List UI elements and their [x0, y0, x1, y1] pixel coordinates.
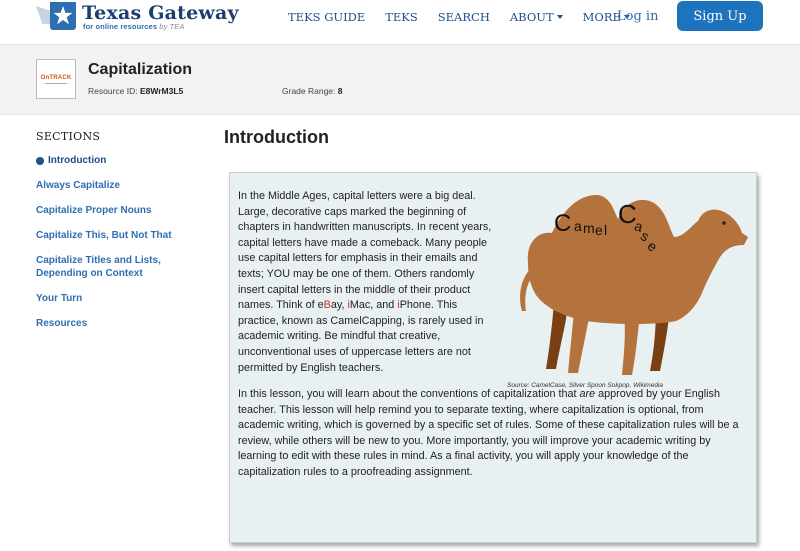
camel-letter: s — [638, 227, 653, 245]
sidebar-item-capitalize-proper-nouns[interactable]: Capitalize Proper Nouns — [36, 205, 152, 216]
camel-letter: a — [574, 218, 582, 234]
chevron-down-icon — [557, 15, 563, 19]
resource-id: Resource ID: E8WrM3L5 — [88, 86, 184, 96]
active-dot-icon — [36, 157, 44, 165]
grade-range: Grade Range: 8 — [282, 86, 343, 96]
sidebar-item-capitalize-this-but-not-that[interactable]: Capitalize This, But Not That — [36, 230, 172, 241]
resource-title: Capitalization — [88, 61, 193, 78]
image-caption: Source: CamelCase, Silver Spoon Sokpop, Wikimedia — [507, 382, 664, 389]
nav-teks-guide[interactable]: TEKS GUIDE — [288, 10, 366, 24]
nav-search[interactable]: SEARCH — [437, 10, 490, 24]
camel-letter: m — [583, 220, 595, 236]
top-navbar — [0, 0, 800, 44]
sidebar-item-your-turn[interactable]: Your Turn — [36, 293, 83, 304]
texas-gateway-logo[interactable] — [36, 0, 239, 34]
camelcase-camel-image — [506, 185, 756, 385]
login-link[interactable]: Log in — [617, 9, 659, 24]
star-icon — [50, 2, 76, 30]
sidebar-item-capitalize-titles-and-lists[interactable]: Capitalize Titles and Lists, Depending on Context — [36, 255, 161, 279]
nav-about[interactable]: ABOUT — [510, 10, 563, 24]
logo-subtitle: for online resources by TEA — [83, 22, 185, 31]
intro-paragraph-2: In this lesson, you will learn about the conventions of capitalization that are approved by your English teacher. This lesson will help remind you to separate texting, where capitalization is optional, from academic writing, which is governed by a specific set of rules. Some of these capitalization rules will be a review, while others will be new to you. More importantly, you will improve your academic writing by learning to edit with these rules in mind. As a final activity, you will apply your knowledge of the capitalization rules to a proofreading assignment. — [238, 388, 739, 478]
main-nav — [288, 10, 650, 24]
camel-letter: e — [644, 237, 661, 255]
content-panel — [229, 172, 757, 543]
nav-more[interactable]: MORE — [583, 10, 630, 24]
sidebar-item-introduction[interactable]: Introduction — [36, 154, 211, 167]
camel-letter: l — [604, 222, 608, 238]
logo-title: Texas Gateway — [82, 2, 239, 24]
camel-letter: a — [632, 217, 646, 235]
thumbnail-divider — [45, 83, 67, 84]
ontrack-logo: OnTRACK — [40, 74, 72, 81]
camel-letter: C — [618, 199, 637, 229]
camel-letter: e — [595, 222, 603, 238]
camel-letter: C — [554, 210, 572, 237]
sidebar-item-always-capitalize[interactable]: Always Capitalize — [36, 180, 120, 191]
sections-title: SECTIONS — [36, 130, 101, 143]
resource-thumbnail — [36, 59, 76, 99]
signup-button[interactable]: Sign Up — [677, 1, 763, 31]
resource-header — [0, 44, 800, 115]
sections-sidebar — [36, 130, 211, 342]
section-heading: Introduction — [224, 127, 329, 147]
sidebar-item-resources[interactable]: Resources — [36, 318, 88, 329]
intro-paragraph-1: In the Middle Ages, capital letters were a big deal. Large, decorative caps marked the beginning of chapters in handwritten manuscripts. In recent years, capital letters have made a comeback. Many people use capital letters for emphasis in their emails and texts; YOU may be one of them. Others randomly insert capital letters in the middle of their product names. Think of eBay, iMac, and iPhone. This practice, known as CamelCapping, is rarely used in academic writing. Be mindful that creative, unconventional uses of uppercase letters are not permitted by English teachers. — [238, 190, 492, 374]
nav-teks[interactable]: TEKS — [385, 10, 418, 24]
